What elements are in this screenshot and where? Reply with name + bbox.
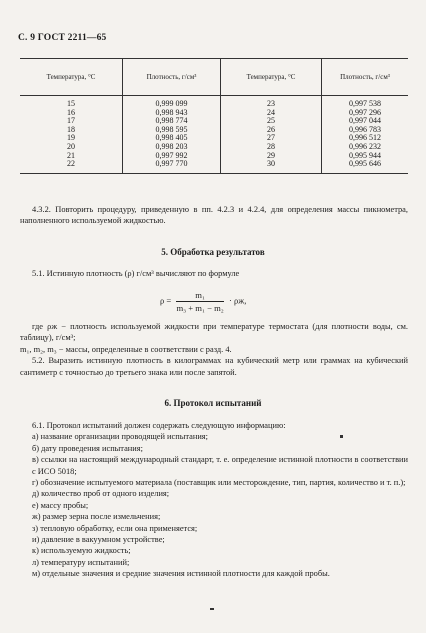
list-item: е) массу пробы; xyxy=(32,500,89,510)
formula-explanation xyxy=(20,321,408,378)
list-item: в) ссылки на настоящий международный стандарт, т. е. определение истинной плотности в соответствии с ИСО 5018; xyxy=(32,455,408,476)
table-cell: 29 xyxy=(221,152,322,161)
formula-fraction xyxy=(176,290,223,313)
list-item: а) название организации проводящей испытания; xyxy=(32,432,208,442)
formula-rhs: · ρж, xyxy=(228,295,247,306)
table-cell: 0,998 943 xyxy=(123,109,221,118)
section-5-title: 5. Обработка результатов xyxy=(161,247,265,257)
table-cell: 0,997 296 xyxy=(322,109,409,118)
table-cell: 0,999 099 xyxy=(123,96,221,109)
table-cell: 0,997 992 xyxy=(123,152,221,161)
table-cell: 23 xyxy=(221,96,322,109)
table-cell: 0,995 944 xyxy=(322,152,409,161)
paragraph-4-3-2: 4.3.2. Повторить процедуру, приведенную в пп. 4.2.3 и 4.2.4, для определения массы пикнометра, наполненного используемой жидкостью. xyxy=(20,205,408,226)
table-cell: 24 xyxy=(221,109,322,118)
paragraph-5-2: 5.2. Выразить истинную плотность в килограммах на кубический метр или граммах на кубический сантиметр с точностью до третьего знака или после запятой. xyxy=(20,356,408,377)
table-cell: 18 xyxy=(67,124,75,134)
formula-where-masses: m₁, m₂, m₃ − массы, определенные в соответствии с разд. 4. xyxy=(20,344,232,354)
list-item: к) используемую жидкость; xyxy=(32,546,131,556)
table-cell: 0,997 044 xyxy=(322,117,409,126)
table-cell: 27 xyxy=(221,134,322,143)
list-item: и) давление в вакуумном устройстве; xyxy=(32,535,165,545)
formula-numerator: m₁ xyxy=(176,290,223,302)
list-item: д) количество проб от одного изделия; xyxy=(32,489,170,499)
section-6-title: 6. Протокол испытаний xyxy=(164,398,262,408)
formula-where-rho: где ρж − плотность используемой жидкости при температуре термостата (для плотности воды, см. таблицу), г/см³; xyxy=(20,322,408,343)
table-cell: 0,996 232 xyxy=(322,143,409,152)
table-cell: 30 xyxy=(221,160,322,173)
table-cell: 0,995 646 xyxy=(322,160,409,173)
table-cell: 0,996 783 xyxy=(322,126,409,135)
table-cell: 26 xyxy=(221,126,322,135)
list-item: г) обозначение испытуемого материала (поставщик или месторождение, тип, партия, количество и т. п.); xyxy=(32,478,406,488)
table-cell: 17 xyxy=(67,116,75,126)
water-density-table xyxy=(20,58,408,174)
table-cell: 25 xyxy=(221,117,322,126)
table-cell: 19 xyxy=(67,133,75,143)
table-cell: 0,997 770 xyxy=(123,160,221,173)
page-header: С. 9 ГОСТ 2211—65 xyxy=(18,33,107,43)
formula-denominator: m₃ + m₁ − m₂ xyxy=(176,303,224,313)
table-cell: 22 xyxy=(20,160,123,173)
table-cell: 20 xyxy=(67,141,75,151)
paragraph-5-1: 5.1. Истинную плотность (ρ) г/см³ вычисляют по формуле xyxy=(32,269,240,278)
table-cell: 15 xyxy=(67,99,75,108)
paragraph-6-1: 6.1. Протокол испытаний должен содержать следующую информацию: xyxy=(32,421,286,430)
list-item: м) отдельные значения и средние значения истинной плотности для каждой пробы. xyxy=(32,569,330,579)
list-item: з) тепловую обработку, если она применяется; xyxy=(32,523,198,533)
table-cell: 0,996 512 xyxy=(322,134,409,143)
table-header-temperature: Температура, °С xyxy=(221,59,322,96)
list-item: ж) размер зерна после измельчения; xyxy=(32,512,161,522)
table-cell: 21 xyxy=(67,150,75,160)
print-speck xyxy=(210,608,214,610)
table-header-density: Плотность, г/см³ xyxy=(123,59,221,96)
table-cell: 0,998 405 xyxy=(123,134,221,143)
table-header-temperature: Температура, °С xyxy=(20,59,123,96)
table-cell: 16 xyxy=(67,107,75,117)
table-row xyxy=(20,160,408,173)
table-cell: 0,998 774 xyxy=(123,117,221,126)
density-formula xyxy=(160,290,246,313)
formula-lhs: ρ = xyxy=(160,295,172,306)
list-item: б) дату проведения испытания; xyxy=(32,443,143,453)
table-row xyxy=(20,96,408,109)
table-cell: 0,998 203 xyxy=(123,143,221,152)
table-cell: 0,997 538 xyxy=(322,96,409,109)
table-header-density: Плотность, г/см³ xyxy=(322,59,409,96)
print-speck xyxy=(340,435,343,438)
list-item: л) температуру испытаний; xyxy=(32,557,130,567)
table-cell: 28 xyxy=(221,143,322,152)
table-cell: 0,998 595 xyxy=(123,126,221,135)
protocol-list xyxy=(20,420,408,580)
